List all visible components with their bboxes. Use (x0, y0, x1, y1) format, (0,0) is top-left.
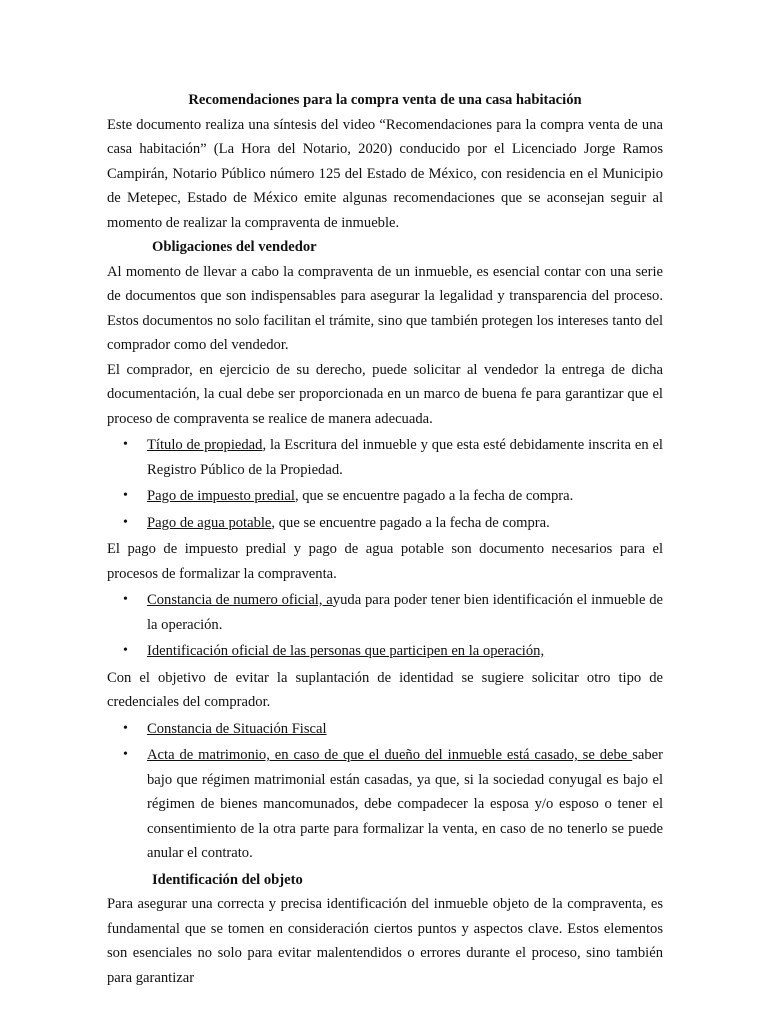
paragraph-identificacion-objeto: Para asegurar una correcta y precisa identificación del inmueble objeto de la compraventa, es fundamental que se tomen en consideración ciertos puntos y aspectos clave. Estos elementos son esenciales no solo para evitar malentendidos o errores durante el proceso, sino también para garantizar (107, 896, 663, 986)
list-item (107, 743, 663, 866)
list-item (107, 639, 663, 664)
list-item (107, 717, 663, 742)
paragraph-comprador: El comprador, en ejercicio de su derecho, puede solicitar al vendedor la entrega de dicha documentación, la cual debe ser proporcionada en un marco de buena fe para garantizar que el proceso de compraventa se realice de manera adecuada. (107, 361, 663, 427)
bullet-icon: • (123, 592, 128, 607)
section-heading-objeto: Identificación del objeto (152, 871, 303, 888)
bullet-icon: • (123, 747, 128, 762)
list-item-text: , que se encuentre pagado a la fecha de compra. (271, 514, 550, 531)
list-item (107, 433, 663, 482)
list-item-text: , la Escritura del inmueble y que esta esté debidamente inscrita en el Registro Público de la Propiedad. (147, 437, 663, 478)
list-item-text: yuda para poder tener bien identificación el inmueble de la operación. (147, 592, 664, 633)
paragraph-documentos: Al momento de llevar a cabo la compraventa de un inmueble, es esencial contar con una serie de documentos que son indispensables para asegurar la legalidad y transparencia del proceso. Estos documentos no solo facilitan el trámite, sino que también protegen los intereses tanto del comprador como del vendedor. (107, 263, 663, 353)
list-item-underlined: Identificación oficial de las personas que participen en la operación, (147, 643, 545, 659)
list-item-underlined: Constancia de numero oficial, a (147, 592, 333, 608)
bullet-list-credenciales (107, 717, 663, 866)
list-item (107, 511, 663, 536)
list-item-text: saber bajo que régimen matrimonial están casadas, ya que, si la sociedad conyugal es bajo el régimen de bienes mancomunados, debe compadecer la esposa y/o esposo o tener el consentimiento de la otra parte para formalizar la venta, en caso de no tenerlo se puede anular el contrato. (147, 747, 663, 861)
list-item (107, 588, 663, 637)
list-item-underlined: Título de propiedad (147, 437, 263, 453)
bullet-icon: • (123, 514, 128, 530)
list-item (107, 484, 663, 509)
list-item-underlined: Pago de agua potable (147, 514, 272, 531)
intro-paragraph: Este documento realiza una síntesis del video “Recomendaciones para la compra venta de una casa habitación” (La Hora del Notario, 2020) conducido por el Licenciado Jorge Ramos Campirán, Notario Público número 125 del Estado de México, con residencia en el Municipio de Metepec, Estado de México emite algunas recomendaciones que se aconsejan seguir al momento de realizar la compraventa de inmueble. (107, 116, 663, 231)
bullet-icon: • (123, 720, 128, 736)
bullet-icon: • (123, 437, 128, 452)
list-item-text: , que se encuentre pagado a la fecha de compra. (294, 488, 574, 504)
document-title: Recomendaciones para la compra venta de una casa habitación (188, 92, 582, 108)
section-heading-vendedor: Obligaciones del vendedor (152, 239, 317, 255)
paragraph-suplantacion: Con el objetivo de evitar la suplantación de identidad se sugiere solicitar otro tipo de credenciales del comprador. (107, 669, 663, 710)
bullet-icon: • (123, 643, 128, 658)
bullet-list-identificacion (107, 588, 663, 664)
bullet-icon: • (123, 488, 128, 503)
list-item-underlined: Constancia de Situación Fiscal (147, 720, 327, 737)
paragraph-pagos: El pago de impuesto predial y pago de agua potable son documento necesarios para el procesos de formalizar la compraventa. (107, 541, 663, 582)
list-item-underlined: Acta de matrimonio, en caso de que el dueño del inmueble está casado, se debe (147, 747, 633, 763)
bullet-list-documentos (107, 433, 663, 535)
list-item-underlined: Pago de impuesto predial (147, 488, 295, 504)
